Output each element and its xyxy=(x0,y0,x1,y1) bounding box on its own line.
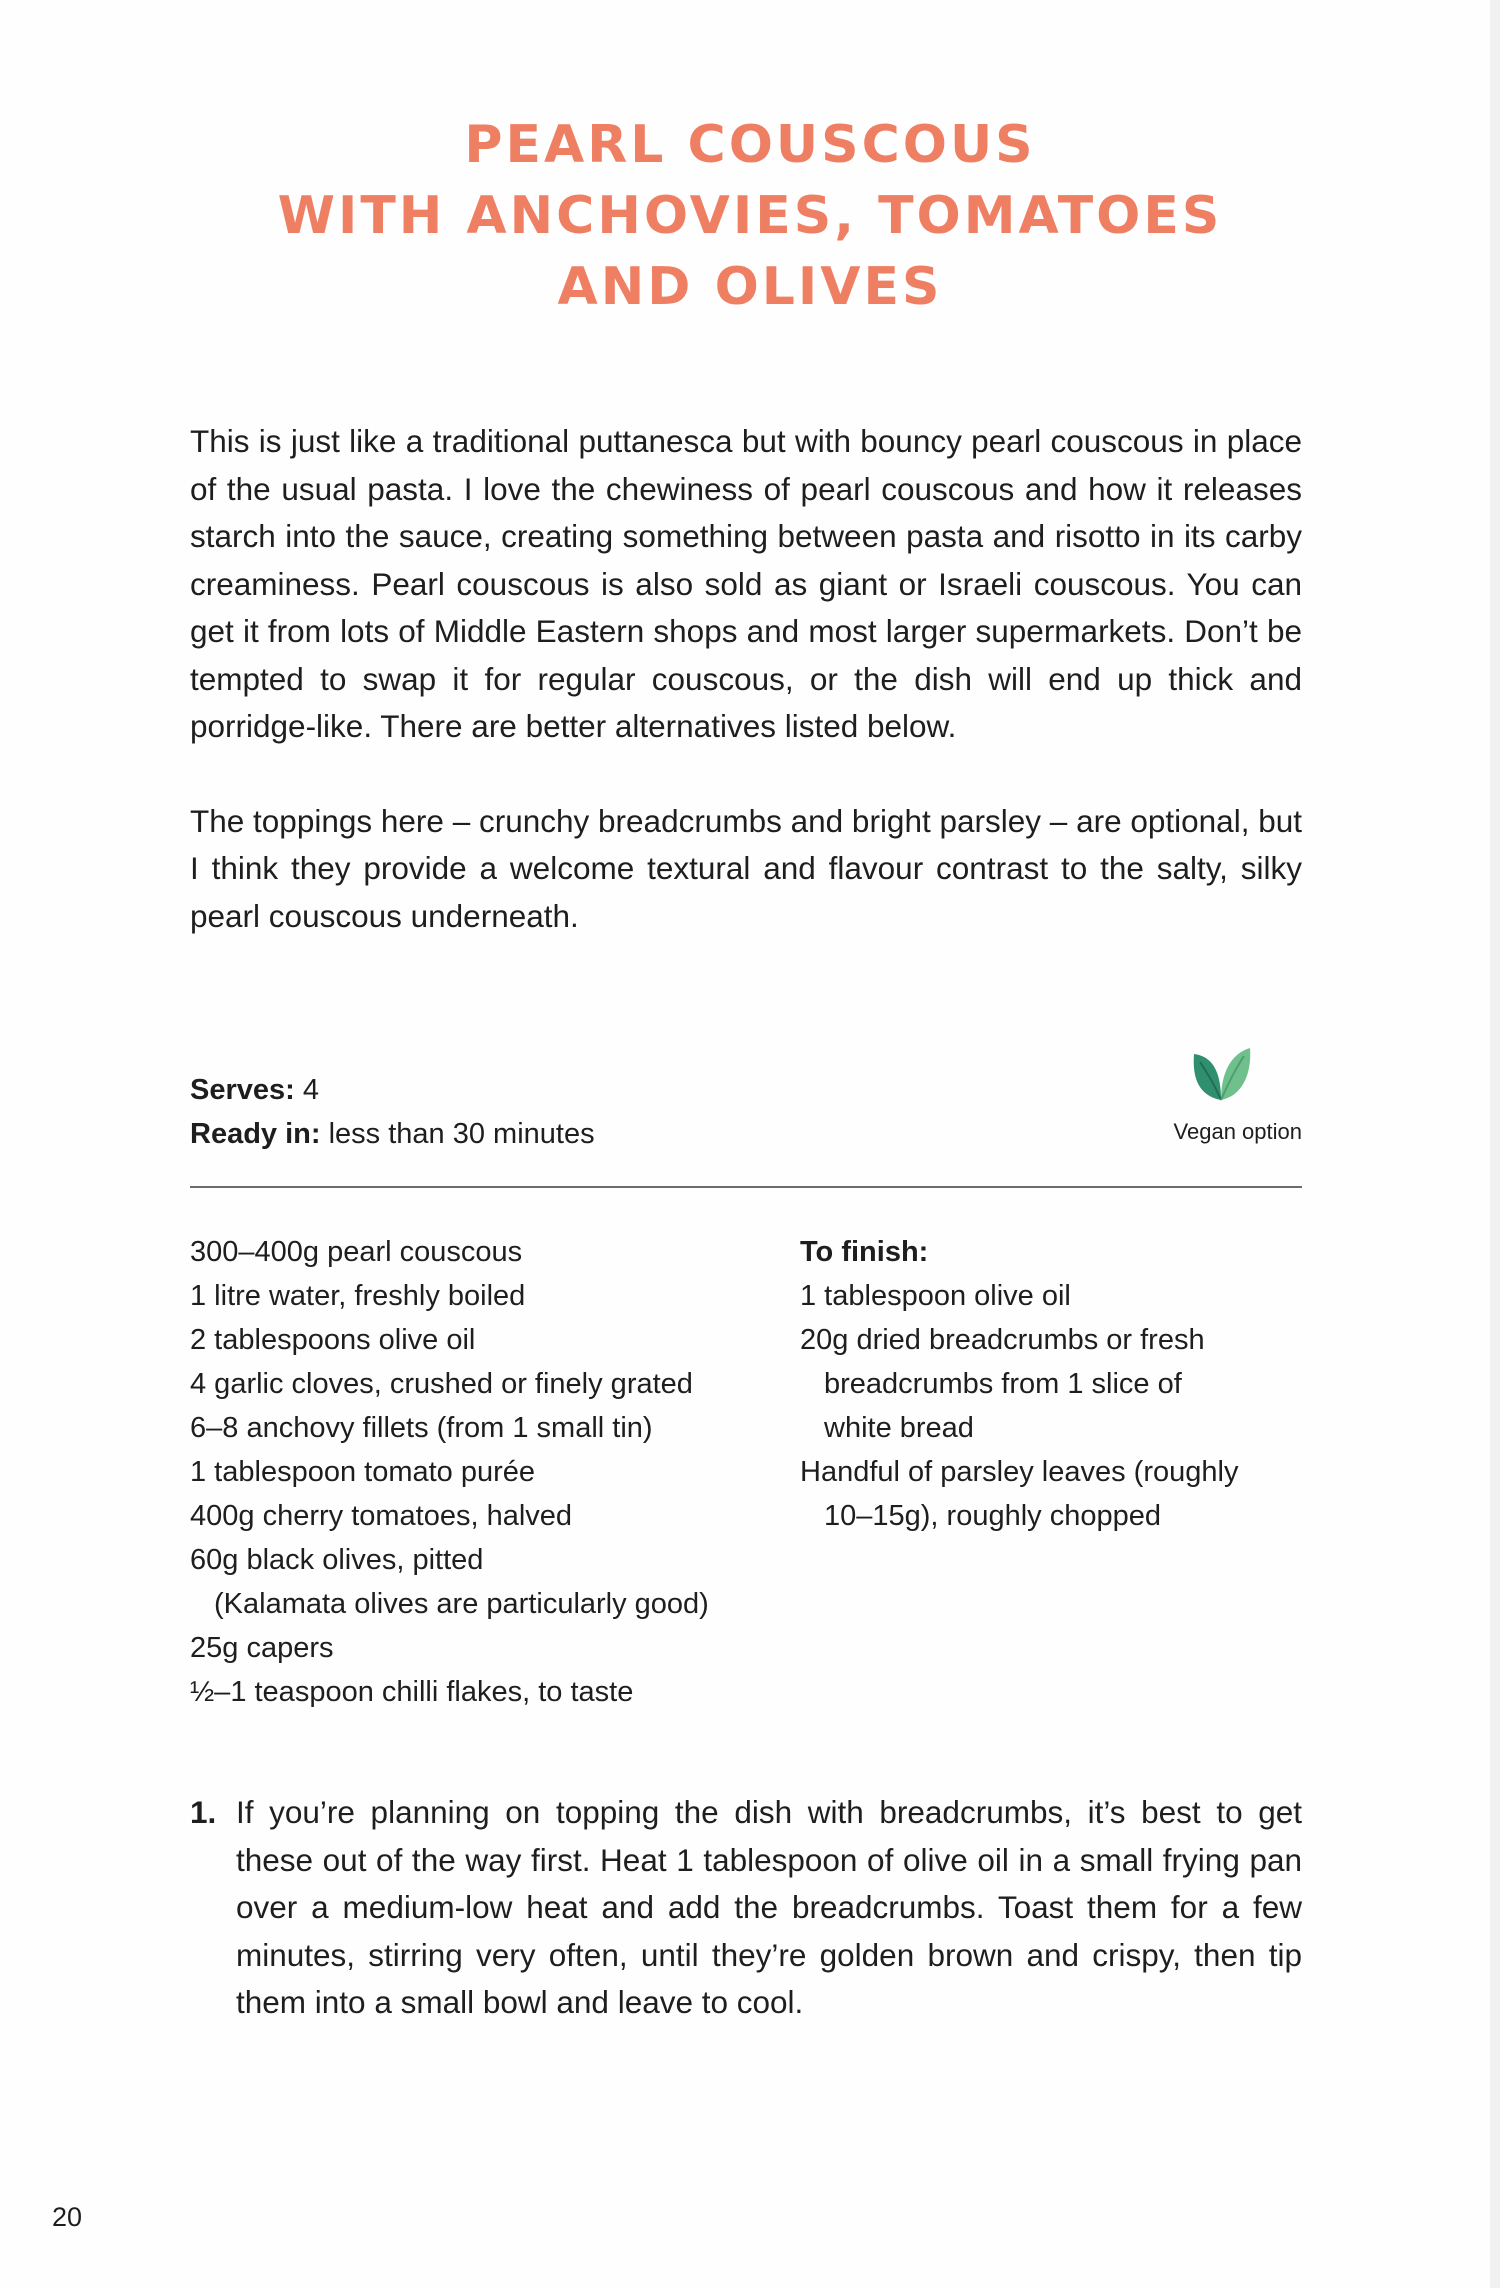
finish-item: 1 tablespoon olive oil xyxy=(800,1280,1071,1312)
ready-value: less than 30 minutes xyxy=(328,1118,595,1150)
serves-line xyxy=(190,1068,595,1112)
page-number: 20 xyxy=(52,2202,83,2232)
finish-item: 20g dried breadcrumbs or fresh xyxy=(800,1324,1205,1356)
ingredient-item: 1 litre water, freshly boiled xyxy=(190,1280,526,1312)
serves-value: 4 xyxy=(302,1074,320,1106)
intro-paragraph: The toppings here – crunchy breadcrumbs and bright parsley – are optional, but I think they provide a welcome textural and flavour contrast to the salty, silky pearl couscous underneath. xyxy=(190,802,1302,934)
leaf-icon xyxy=(1188,1040,1254,1106)
title-line: AND OLIVES xyxy=(557,257,943,317)
to-finish-heading: To finish: xyxy=(800,1236,929,1268)
recipe-meta xyxy=(190,1068,595,1156)
ingredient-item: 1 tablespoon tomato purée xyxy=(190,1456,536,1488)
to-finish-list xyxy=(800,1274,1238,1538)
ingredient-item-continuation xyxy=(190,1582,709,1626)
finish-item-continuation xyxy=(800,1406,1238,1450)
method-steps xyxy=(190,1789,1302,2027)
finish-continuation-text: white bread xyxy=(824,1412,974,1444)
finish-continuation-text: breadcrumbs from 1 slice of xyxy=(824,1368,1182,1400)
to-finish-section xyxy=(800,1230,1238,1538)
title-line: PEARL COUSCOUS xyxy=(464,115,1036,175)
recipe-title xyxy=(150,110,1350,323)
ingredients-list xyxy=(190,1230,709,1714)
ingredient-item: 300–400g pearl couscous xyxy=(190,1236,523,1268)
finish-continuation-text: 10–15g), roughly chopped xyxy=(824,1500,1161,1532)
ingredient-item: 4 garlic cloves, crushed or finely grated xyxy=(190,1368,693,1400)
step-text: If you’re planning on topping the dish with breadcrumbs, it’s best to get these out of the way first. Heat 1 tablespoon of olive oil in a small frying pan over a medium-low heat and add the breadcrumbs. Toast them for a few minutes, stirring very often, until they’re golden brown and crispy, then tip them into a small bowl and leave to cool. xyxy=(236,1794,1302,2020)
ready-line xyxy=(190,1112,595,1156)
ingredient-item: ½–1 teaspoon chilli flakes, to taste xyxy=(190,1676,634,1708)
ingredient-continuation-text: (Kalamata olives are particularly good) xyxy=(214,1588,709,1620)
intro-paragraph: This is just like a traditional puttanesca but with bouncy pearl couscous in place of the usual pasta. I love the chewiness of pearl couscous and how it releases starch into the sauce, creating something between pasta and risotto in its carby creaminess. Pearl couscous is also sold as giant or Israeli couscous. You can get it from lots of Middle Eastern shops and most larger supermarkets. Don’t be tempted to swap it for regular couscous, or the dish will end up thick and porridge-like. There are better alternatives listed below. xyxy=(190,423,1302,744)
finish-item-continuation xyxy=(800,1362,1238,1406)
step-number: 1. xyxy=(190,1794,217,1830)
vegan-option-label: Vegan option xyxy=(1173,1119,1302,1144)
method-step xyxy=(190,1789,1302,2027)
ingredient-item: 6–8 anchovy fillets (from 1 small tin) xyxy=(190,1412,653,1444)
ingredient-item: 2 tablespoons olive oil xyxy=(190,1324,476,1356)
ingredient-item: 400g cherry tomatoes, halved xyxy=(190,1500,573,1532)
section-divider xyxy=(190,1186,1302,1188)
title-line: WITH ANCHOVIES, TOMATOES xyxy=(277,186,1223,246)
ready-label: Ready in: xyxy=(190,1118,321,1150)
recipe-intro xyxy=(190,418,1302,940)
finish-item: Handful of parsley leaves (roughly xyxy=(800,1456,1239,1488)
page-edge xyxy=(1490,0,1500,2288)
finish-item-continuation xyxy=(800,1494,1238,1538)
serves-label: Serves: xyxy=(190,1074,295,1106)
ingredient-item: 25g capers xyxy=(190,1632,334,1664)
ingredient-item: 60g black olives, pitted xyxy=(190,1544,484,1576)
